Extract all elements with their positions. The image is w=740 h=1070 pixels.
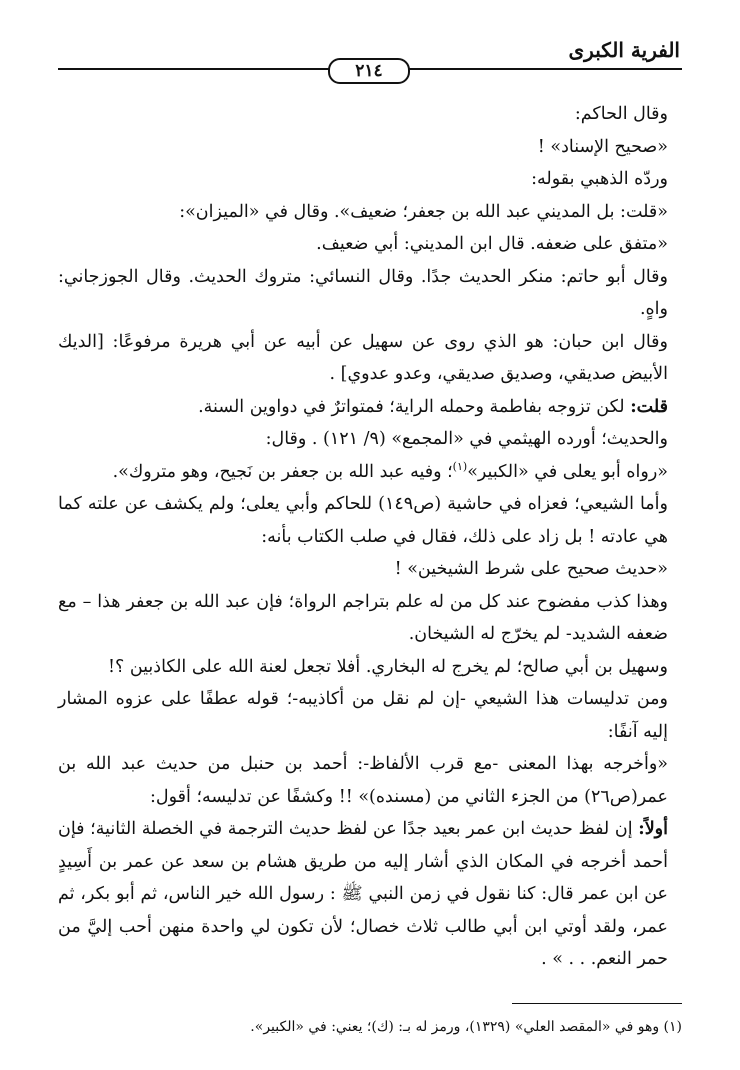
footnote-rule [512,1003,682,1004]
page-number: ٢١٤ [328,58,410,84]
paragraph: وقال ابن حبان: هو الذي روى عن سهيل عن أبيه عن أبي هريرة مرفوعًا: [الديك الأبيض صديقي، وصديق صديقي، وعدو عدوي] . [58,331,668,384]
paragraph: «حديث صحيح على شرط الشيخين» ! [394,559,668,579]
paragraph: «وأخرجه بهذا المعنى -مع قرب الألفاظ-: أحمد بن حنبل من حديث عبد الله بن عمر(ص٢٦) من الجزء الثاني من (مسنده)» !! وكشفًا عن تدليسه؛ أقول: [58,754,668,807]
paragraph: وردّه الذهبي بقوله: [531,169,668,189]
paragraph-text: لكن تزوجه بفاطمة وحمله الراية؛ فمتواترٌ في دواوين السنة. [198,396,625,417]
paragraph [58,391,682,424]
awwalan-label: أولاً: [638,819,668,839]
book-title: الفرية الكبرى [568,38,680,62]
paragraph: وأما الشيعي؛ فعزاه في حاشية (ص١٤٩) للحاكم وأبي يعلى؛ ولم يكشف عن علته كما هي عادته ! بل زاد على ذلك، فقال في صلب الكتاب بأنه: [58,494,668,547]
paragraph: ومن تدليسات هذا الشيعي -إن لم نقل من أكاذيبه-؛ قوله عطفًا على عزوه المشار إليه آنفًا: [58,689,668,742]
paragraph: «قلت: بل المديني عبد الله بن جعفر؛ ضعيف». وقال في «الميزان»: [179,201,668,222]
paragraph: وقال الحاكم: [574,104,668,124]
footnote: (١) وهو في «المقصد العلي» (١٣٢٩)، ورمز له بـ: (ك)؛ يعني: في «الكبير». [250,1019,682,1035]
paragraph [58,813,682,976]
paragraph-text: «رواه أبو يعلى في «الكبير» [467,461,668,482]
body-text [58,98,682,976]
paragraph: «متفق على ضعفه. قال ابن المديني: أبي ضعيف. [316,234,668,254]
paragraph: وسهيل بن أبي صالح؛ لم يخرج له البخاري. أفلا تجعل لعنة الله على الكاذبين ؟! [107,656,668,677]
paragraph: وهذا كذب مفضوح عند كل من له علم بتراجم الرواة؛ فإن عبد الله بن جعفر هذا – مع ضعفه الشديد- لم يخرّج له الشيخان. [58,591,668,644]
paragraph-text: ؛ وفيه عبد الله بن جعفر بن نَجيح، وهو متروك». [112,461,453,482]
footnote-marker: (١) [452,459,468,473]
paragraph: «صحيح الإسناد» ! [537,136,668,157]
paragraph: وقال أبو حاتم: منكر الحديث جدًا. وقال النسائي: متروك الحديث. وقال الجوزجاني: واهٍ. [58,266,668,319]
page-header [58,36,682,86]
paragraph-text: إن لفظ حديث ابن عمر بعيد جدًا عن لفظ حديث الترجمة في الخصلة الثانية؛ فإن أحمد أخرجه في المكان الذي أشار إليه من طريق هشام بن سعد عن عمر بن أَسِيدٍ عن ابن عمر قال: كنا نقول في زمن النبي ﷺ : رسول الله خير الناس، ثم أبو بكر، ثم عمر، ولقد أوتي ابن أبي طالب ثلاث خصال؛ لأن تكون لي واحدة منهن أحب إليَّ من حمر النعم. . . » . [58,819,668,969]
paragraph: والحديث؛ أورده الهيثمي في «المجمع» (٩/ ١٢١) . وقال: [265,429,668,449]
paragraph [58,456,682,489]
qultu-label: قلت: [630,396,668,417]
